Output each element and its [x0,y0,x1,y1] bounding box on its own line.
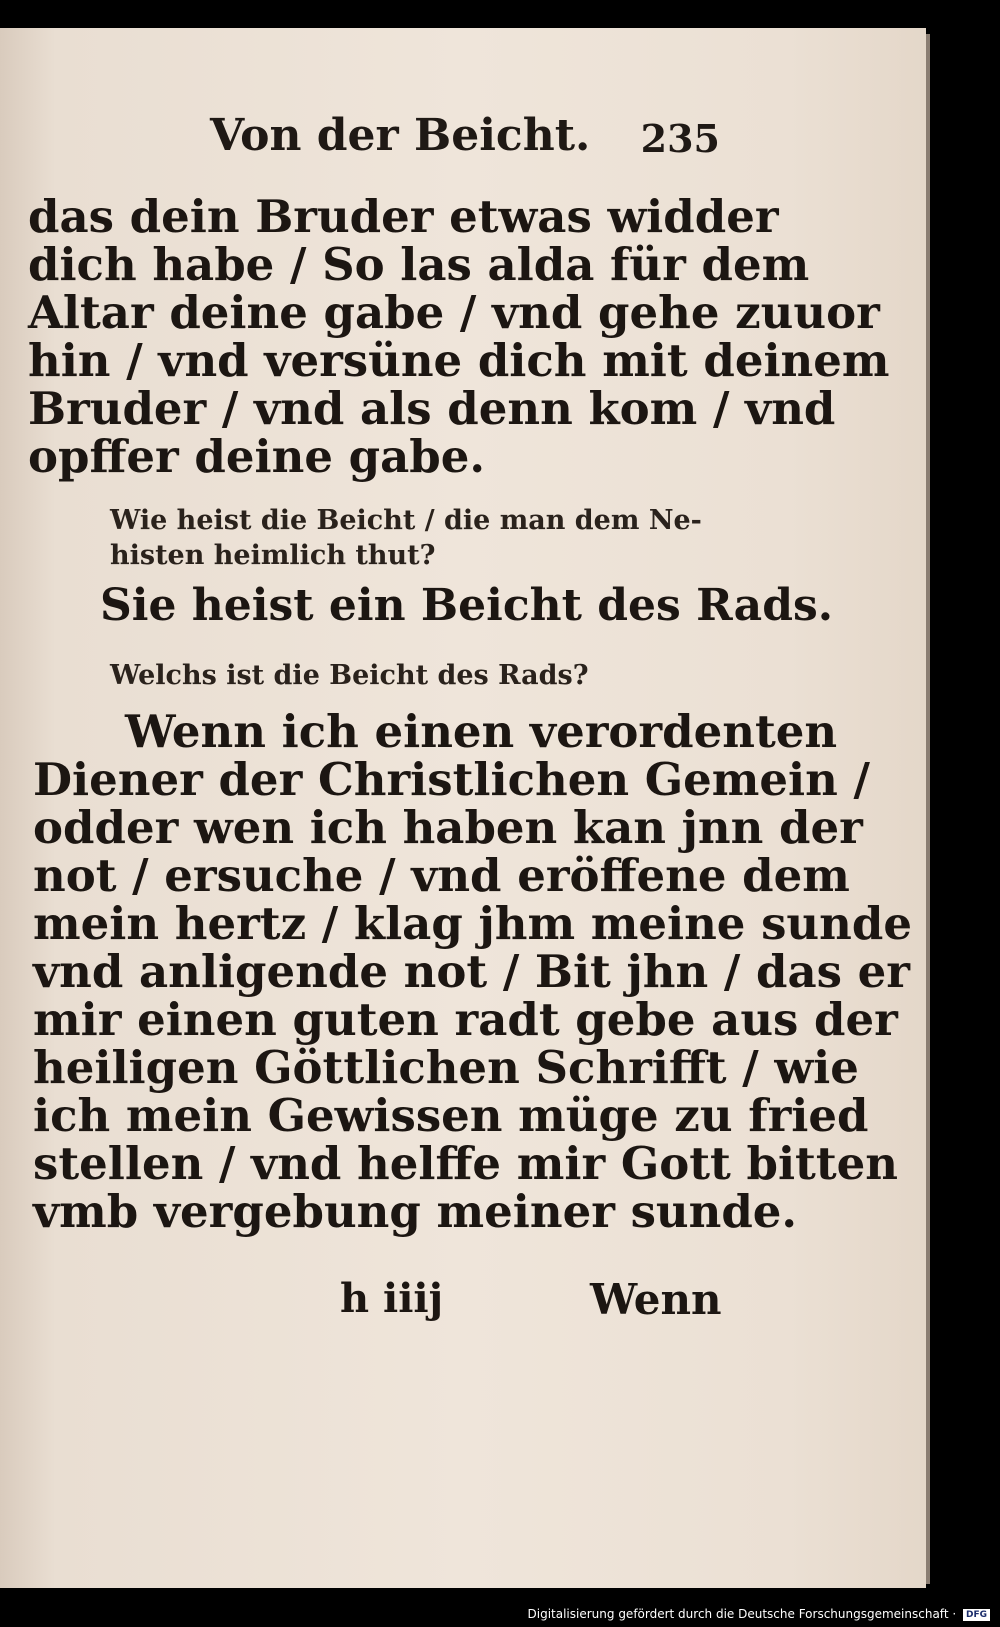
question-line: Welchs ist die Beicht des Rads? [110,660,589,691]
answer-line: Sie heist ein Beicht des Rads. [100,580,834,631]
question-line: Wie heist die Beicht / die man dem Ne- [110,505,702,536]
text-line: mein hertz / klag jhm meine sunde [33,897,912,950]
text-line: ich mein Gewissen müge zu fried [33,1089,869,1142]
text-line: Diener der Christlichen Gemein / [33,753,870,806]
text-line: odder wen ich haben kan jnn der [33,801,863,854]
digitization-credit [528,1607,990,1621]
signature-mark: h iiij [340,1275,444,1322]
text-line: Wenn ich einen verordenten [125,705,838,758]
text-line: hin / vnd versüne dich mit deinem [28,334,890,387]
text-line: Bruder / vnd als denn kom / vnd [28,382,836,435]
credit-text: Digitalisierung gefördert durch die Deutsche Forschungsgemeinschaft · [527,1607,957,1621]
page-edge [926,34,930,1584]
text-line: vnd anligende not / Bit jhn / das er [33,945,910,998]
text-line: Altar deine gabe / vnd gehe zuuor [28,286,880,339]
running-title: Von der Beicht. [210,110,591,161]
text-line: heiligen Göttlichen Schrifft / wie [33,1041,859,1094]
text-line: mir einen guten radt gebe aus der [33,993,898,1046]
dfg-logo: DFG [963,1609,990,1621]
text-line: stellen / vnd helffe mir Gott bitten [33,1137,898,1190]
text-line: dich habe / So las alda für dem [28,238,810,291]
text-line: opffer deine gabe. [28,430,486,483]
catchword: Wenn [590,1275,722,1324]
text-line: vmb vergebung meiner sunde. [33,1185,798,1238]
text-line: not / ersuche / vnd eröffene dem [33,849,850,902]
question-line: histen heimlich thut? [110,540,436,571]
text-line: das dein Bruder etwas widder [28,190,779,243]
page-number: 235 [640,116,720,161]
page-header [210,110,720,180]
